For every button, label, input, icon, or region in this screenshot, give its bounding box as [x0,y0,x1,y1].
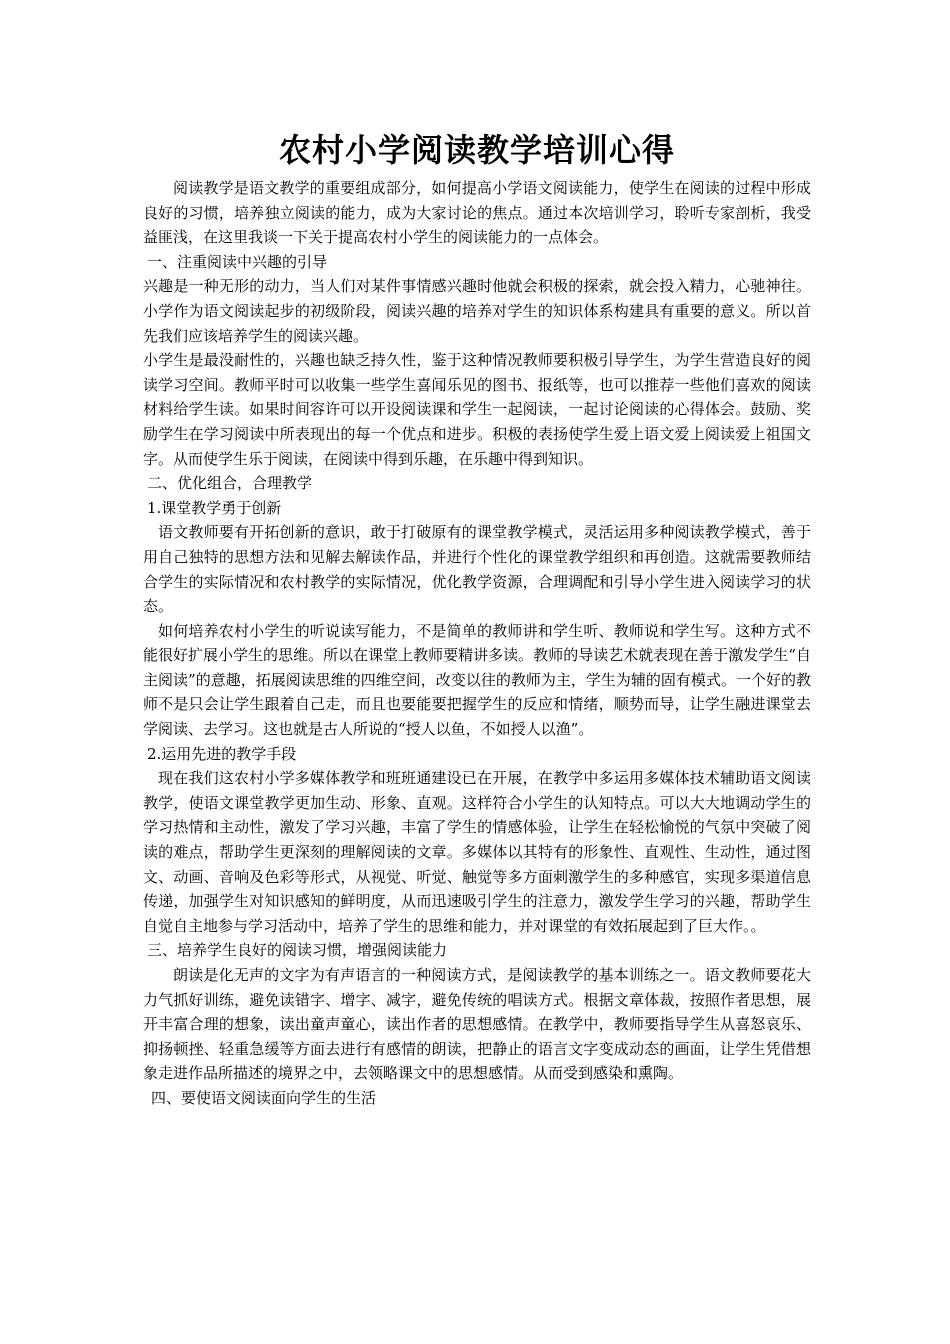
section2-paragraph-3: 现在我们这农村小学多媒体教学和班班通建设已在开展，在教学中多运用多媒体技术辅助语文阅读教学，使语文课堂教学更加生动、形象、直观。这样符合小学生的认知特点。可以大大地调动学生的学习热情和主动性，激发了学习兴趣，丰富了学生的情感体验，让学生在轻松愉悦的气氛中突破了阅读的难点，帮助学生更深刻的理解阅读的文章。多媒体以其特有的形象性、直观性、生动性，通过图文、动画、音响及色彩等形式，从视觉、听觉、触觉等多方面刺激学生的多种感官，实现多渠道信息传递，加强学生对知识感知的鲜明度，从而迅速吸引学生的注意力，激发学生学习的兴趣，帮助学生自觉自主地参与学习活动中，培养了学生的思维和能力，并对课堂的有效拓展起到了巨大作。。 [143,769,811,935]
intro-paragraph: 阅读教学是语文教学的重要组成部分，如何提高小学语文阅读能力，使学生在阅读的过程中形成良好的习惯，培养独立阅读的能力，成为大家讨论的焦点。通过本次培训学习，聆听专家剖析，我受益匪浅，在这里我谈一下关于提高农村小学生的阅读能力的一点体会。 [143,179,811,247]
section2-subheading-1: 1.课堂教学勇于创新 [147,498,282,517]
section1-heading: 一、注重阅读中兴趣的引导 [147,252,328,271]
section2-paragraph-2: 如何培养农村小学生的听说读写能力，不是简单的教师讲和学生听、教师说和学生写。这种方式不能很好扩展小学生的思维。所以在课堂上教师要精讲多读。教师的导读艺术就表现在善于激发学生“自主阅读”的意趣，拓展阅读思维的四维空间，改变以往的教师为主，学生为辅的固有模式。一个好的教师不是只会让学生跟着自己走，而且也要能要把握学生的反应和情绪，顺势而导，让学生融进课堂去学阅读、去学习。这也就是古人所说的“授人以鱼，不如授人以渔”。 [143,621,811,739]
section4-heading: 四、要使语文阅读面向学生的生活 [151,1088,377,1107]
section3-heading: 三、培养学生良好的阅读习惯，增强阅读能力 [147,941,448,960]
document-page [143,128,811,1111]
document-title: 农村小学阅读教学培训心得 [278,131,675,169]
section1-paragraph-2: 小学生是最没耐性的，兴趣也缺乏持久性，鉴于这种情况教师要积极引导学生，为学生营造良好的阅读学习空间。教师平时可以收集一些学生喜闻乐见的图书、报纸等，也可以推荐一些他们喜欢的阅读材料给学生读。如果时间容许可以开设阅读课和学生一起阅读，一起讨论阅读的心得体会。鼓励、奖励学生在学习阅读中所表现出的每一个优点和进步。积极的表扬使学生爱上语文爱上阅读爱上祖国文字。从而使学生乐于阅读，在阅读中得到乐趣，在乐趣中得到知识。 [143,351,811,468]
section2-subheading-2: 2.运用先进的教学手段 [147,744,297,763]
section2-heading: 二、优化组合，合理教学 [147,474,313,493]
section1-paragraph-1: 兴趣是一种无形的动力，当人们对某件事情感兴趣时他就会积极的探索，就会投入精力，心驰神往。小学作为语文阅读起步的初级阶段，阅读兴趣的培养对学生的知识体系构建具有重要的意义。所以首先我们应该培养学生的阅读兴趣。 [143,277,811,345]
section2-paragraph-1: 语文教师要有开拓创新的意识，敢于打破原有的课堂教学模式，灵活运用多种阅读教学模式，善于用自己独特的思想方法和见解去解读作品，并进行个性化的课堂教学组织和再创造。这就需要教师结合学生的实际情况和农村教学的实际情况，优化教学资源，合理调配和引导小学生进入阅读学习的状态。 [143,523,811,616]
section3-paragraph-1: 朗读是化无声的文字为有声语言的一种阅读方式，是阅读教学的基本训练之一。语文教师要花大力气抓好训练，避免读错字、增字、减字，避免传统的唱读方式。根据文章体裁，按照作者思想，展开丰富合理的想象，读出童声童心，读出作者的思想感情。在教学中，教师要指导学生从喜怒哀乐、抑扬顿挫、轻重急缓等方面去进行有感情的朗读，把静止的语言文字变成动态的画面，让学生凭借想象走进作品所描述的境界之中，去领略课文中的思想感情。从而受到感染和熏陶。 [143,966,811,1083]
